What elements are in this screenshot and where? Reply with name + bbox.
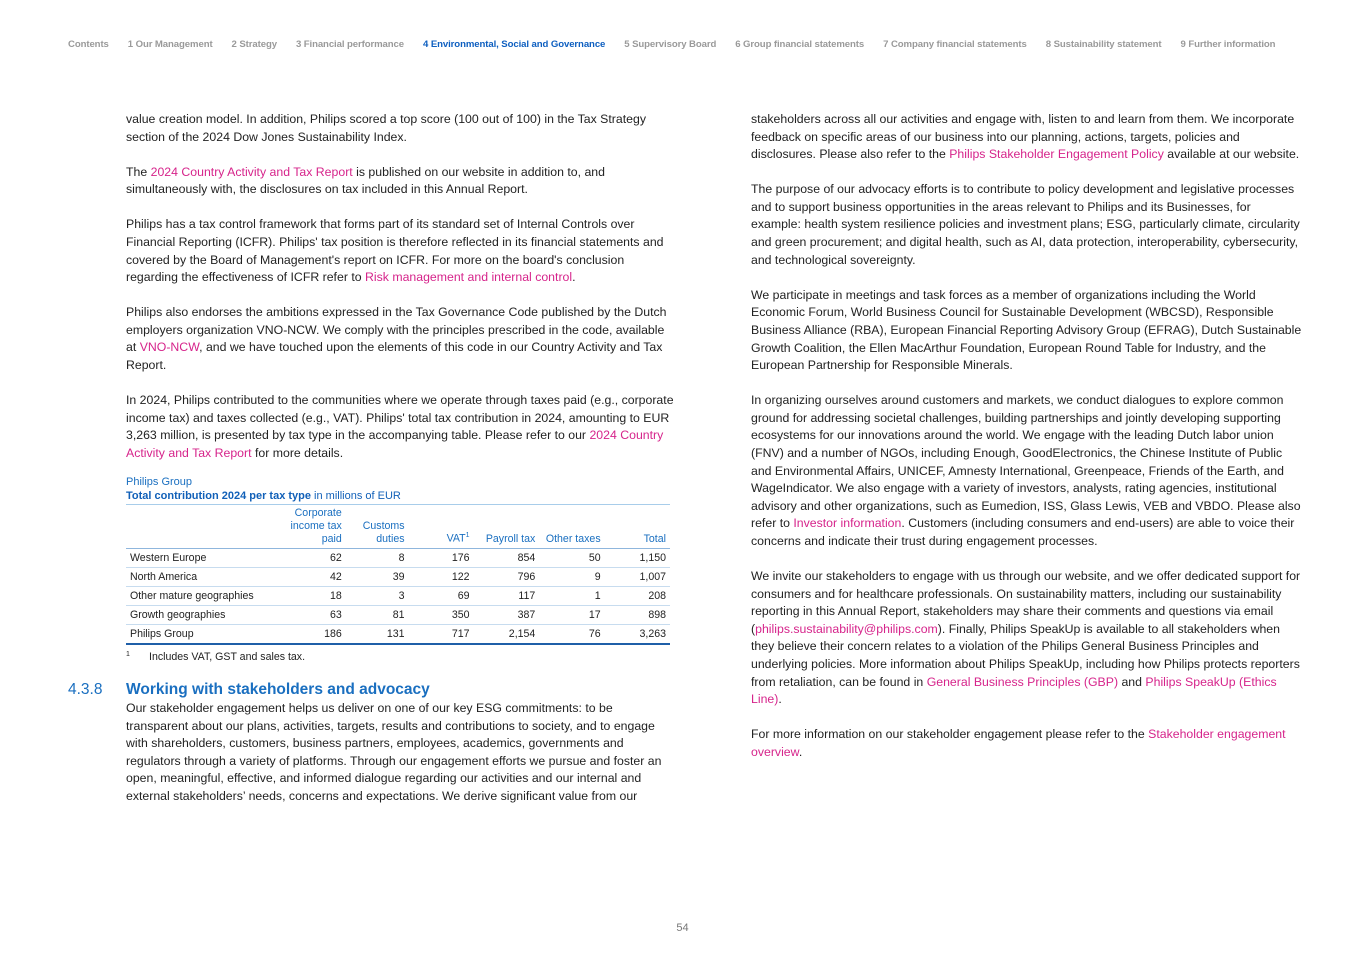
cell-other: 76	[539, 624, 604, 644]
paragraph-speakup	[751, 568, 1303, 709]
table-row-total	[126, 624, 670, 644]
section-number: 4.3.8	[68, 681, 103, 698]
table-row	[126, 567, 670, 586]
header-vat-text: VAT	[446, 532, 466, 545]
cell-total: 1,007	[605, 567, 670, 586]
paragraph-more-info	[751, 726, 1303, 761]
text: We invite our stakeholders to engage with us through our website, and we offer dedicated support for consumers and for healthcare professionals. On sustainability matters, including our sustainability reporting in this Annual Report, stakeholders may share their comments and questions via email (	[751, 569, 1301, 636]
cell-region: Growth geographies	[126, 605, 275, 624]
text: For more information on our stakeholder engagement please refer to the	[751, 727, 1149, 742]
cell-vat: 176	[409, 548, 474, 567]
table-header-row	[126, 504, 670, 548]
table-footnote	[126, 649, 674, 667]
cell-vat: 122	[409, 567, 474, 586]
link-stakeholder-engagement-overview[interactable]: Stakeholder engagement overview	[751, 727, 1286, 759]
footnote-text: Includes VAT, GST and sales tax.	[149, 650, 306, 663]
cell-payroll: 854	[474, 548, 540, 567]
paragraph-dow-jones: value creation model. In addition, Philips scored a top score (100 out of 100) in the Tax Strategy section of the 2024 Dow Jones Sustainability Index.	[126, 112, 646, 144]
cell-vat: 717	[409, 624, 474, 644]
paragraph-engagement-policy	[751, 111, 1303, 164]
tax-contribution-table	[126, 504, 670, 645]
text: ). Finally, Philips SpeakUp is available to all stakeholders when they believe their concern relates to a violation of the Philips General Business Principles and underlying policies. More information about Philips SpeakUp, including how Philips protects reporters from retaliation, can be found in	[751, 621, 1300, 689]
paragraph-memberships: We participate in meetings and task forces as a member of organizations including the World Economic Forum, World Business Council for Sustainable Development (WBCSD), Responsible Business Alliance (RBA), European Financial Reporting Advisory Group (EFRAG), Dutch Sustainable Growth Coalition, the Ellen MacArthur Foundation, European Round Table for Industry, and the European Partnership for Responsible Minerals.	[751, 287, 1302, 373]
nav-group-financial-statements[interactable]: 6 Group financial statements	[735, 39, 865, 50]
header-payroll-tax: Payroll tax	[474, 504, 540, 548]
cell-payroll: 2,154	[474, 624, 540, 644]
header-region	[126, 504, 275, 548]
header-customs-duties: Customs duties	[346, 504, 409, 548]
cell-region: Philips Group	[126, 624, 275, 644]
text: stakeholders across all our activities and engage with, listen to and learn from them. We incorporate feedback on specific areas of our business into our planning, actions, targets, policies and disclosures. Please also refer to the	[751, 112, 1295, 162]
text: , and we have touched upon the elements of this code in our Country Activity and Tax Report.	[126, 340, 663, 373]
table-title-text: Total contribution 2024 per tax type	[126, 489, 311, 502]
header-other-taxes: Other taxes	[539, 504, 604, 548]
cell-customs: 39	[346, 567, 409, 586]
section-title: Working with stakeholders and advocacy	[126, 681, 430, 698]
cell-vat: 69	[409, 586, 474, 605]
cell-cit: 62	[275, 548, 346, 567]
nav-further-information[interactable]: 9 Further information	[1180, 39, 1276, 50]
text: for more details.	[251, 445, 344, 460]
table-row	[126, 586, 670, 605]
nav-our-management[interactable]: 1 Our Management	[127, 39, 213, 50]
nav-supervisory-board[interactable]: 5 Supervisory Board	[624, 39, 717, 50]
footnote-mark: 1	[126, 650, 130, 658]
header-vat	[409, 504, 474, 548]
cell-customs: 3	[346, 586, 409, 605]
nav-sustainability-statement[interactable]: 8 Sustainability statement	[1045, 39, 1162, 50]
link-risk-management[interactable]: Risk management and internal control	[365, 270, 573, 285]
nav-strategy[interactable]: 2 Strategy	[231, 39, 277, 50]
section-body: Our stakeholder engagement helps us deliver on one of our key ESG commitments: to be transparent about our plans, activities, targets, results and contributions to society, and to engage with shareholders, customers, business partners, employees, academics, governments and regulators through a variety of platforms. Through our engagement efforts we pursue and foster an open, meaningful, effective, and informed dialogue regarding our activities and our internal and external stakeholders’ needs, concerns and expectations. We derive significant value from our	[126, 701, 662, 803]
cell-customs: 81	[346, 605, 409, 624]
cell-total: 1,150	[605, 548, 670, 567]
paragraph-country-report	[126, 164, 674, 199]
nav-esg[interactable]: 4 Environmental, Social and Governance	[423, 39, 606, 50]
header-total: Total	[605, 504, 670, 548]
right-column	[751, 111, 1303, 779]
paragraph-tax-contribution	[126, 392, 674, 462]
paragraph-tax-governance	[126, 304, 674, 374]
nav-company-financial-statements[interactable]: 7 Company financial statements	[883, 39, 1027, 50]
table-unit: in millions of EUR	[311, 489, 401, 502]
link-stakeholder-engagement-policy[interactable]: Philips Stakeholder Engagement Policy	[949, 147, 1164, 162]
header-corporate-income-tax: Corporate income tax paid	[275, 504, 346, 548]
footnote-mark: 1	[465, 531, 470, 539]
cell-other: 1	[539, 586, 604, 605]
cell-cit: 42	[275, 567, 346, 586]
page-number: 54	[676, 922, 689, 934]
link-general-business-principles[interactable]: General Business Principles (GBP)	[926, 674, 1119, 689]
cell-payroll: 117	[474, 586, 540, 605]
text: .	[572, 270, 576, 285]
link-vno-ncw[interactable]: VNO-NCW	[139, 340, 200, 355]
cell-other: 9	[539, 567, 604, 586]
section-stakeholders	[126, 680, 674, 806]
paragraph-tax-control	[126, 216, 674, 286]
cell-payroll: 387	[474, 605, 540, 624]
text: The	[126, 164, 151, 179]
cell-region: North America	[126, 567, 275, 586]
text: available at our website.	[1163, 147, 1300, 162]
cell-region: Other mature geographies	[126, 586, 275, 605]
table-row	[126, 605, 670, 624]
cell-total: 3,263	[605, 624, 670, 644]
cell-cit: 63	[275, 605, 346, 624]
link-country-activity-tax-report-2[interactable]: 2024 Country Activity and Tax Report	[126, 428, 664, 460]
paragraph-dialogues	[751, 392, 1303, 550]
cell-customs: 131	[346, 624, 409, 644]
text: and	[1118, 674, 1146, 689]
paragraph-advocacy-purpose: The purpose of our advocacy efforts is to contribute to policy development and legislative processes and to support business opportunities in the areas relevant to Philips and its Businesses, for example: health system resilience policies and investment plans; ESG, particularly climate, circularity and green procurement; and digital health, such as AI, data protection, interoperability, cybersecurity, and technological sovereignty.	[751, 182, 1300, 267]
cell-cit: 186	[275, 624, 346, 644]
text: . Customers (including consumers and end-users) are able to voice their concerns and indicate their trust during engagement processes.	[751, 516, 1295, 548]
link-country-activity-tax-report[interactable]: 2024 Country Activity and Tax Report	[150, 164, 353, 179]
cell-vat: 350	[409, 605, 474, 624]
cell-other: 17	[539, 605, 604, 624]
text: In 2024, Philips contributed to the communities where we operate through taxes paid (e.g., corporate income tax) and taxes collected (e.g., VAT). Philips' total tax contribution in 2024, amounting to EUR 3,263 million, is presented by tax type in the accompanying table. Please refer to our	[126, 393, 674, 443]
cell-total: 898	[605, 605, 670, 624]
link-investor-information[interactable]: Investor information	[793, 516, 902, 531]
table-title	[126, 489, 674, 503]
cell-customs: 8	[346, 548, 409, 567]
cell-cit: 18	[275, 586, 346, 605]
text: .	[798, 744, 803, 759]
table-group-label: Philips Group	[126, 475, 193, 488]
text: Philips also endorses the ambitions expressed in the Tax Governance Code published by the Dutch employers organization VNO-NCW. We comply with the principles prescribed in the code, available at	[126, 305, 667, 355]
cell-region: Western Europe	[126, 548, 275, 567]
text: Philips has a tax control framework that forms part of its standard set of Internal Controls over Financial Reporting (ICFR). Philips' tax position is therefore reflected in its financial statements and covered by the Board of Management's report on ICFR. For more on the board's conclusion regarding the effectiveness of ICFR refer to	[126, 217, 664, 285]
link-sustainability-email[interactable]: philips.sustainability@philips.com	[755, 621, 938, 636]
nav-contents[interactable]: Contents	[68, 39, 109, 50]
cell-payroll: 796	[474, 567, 540, 586]
text: .	[778, 692, 782, 707]
cell-total: 208	[605, 586, 670, 605]
text: is published on our website in addition to, and simultaneously with, the disclosures on tax included in this Annual Report.	[126, 164, 605, 197]
table-row	[126, 548, 670, 567]
top-navigation	[68, 39, 1365, 50]
left-column	[126, 111, 674, 666]
link-speakup-ethics-line[interactable]: Philips SpeakUp (Ethics Line)	[751, 674, 1277, 707]
nav-financial-performance[interactable]: 3 Financial performance	[295, 39, 405, 50]
cell-other: 50	[539, 548, 604, 567]
text: In organizing ourselves around customers and markets, we conduct dialogues to explore common ground for addressing societal challenges, building partnerships and jointly developing supporting ecosystems for our innovations around the world. We engage with the leading Dutch labor union (FNV) and a number of NGOs, including Enough, GoodElectronics, the Chinese Institute of Public and Environmental Affairs, UNICEF, Amnesty International, Greenpeace, Friends of the Earth, and WageIndicator. We also engage with a variety of investors, analysts, rating agencies, institutional advisory and other organizations, such as Eumedion, ISS, Glass Lewis, VEB and VBDO. Please also refer to	[751, 393, 1301, 531]
